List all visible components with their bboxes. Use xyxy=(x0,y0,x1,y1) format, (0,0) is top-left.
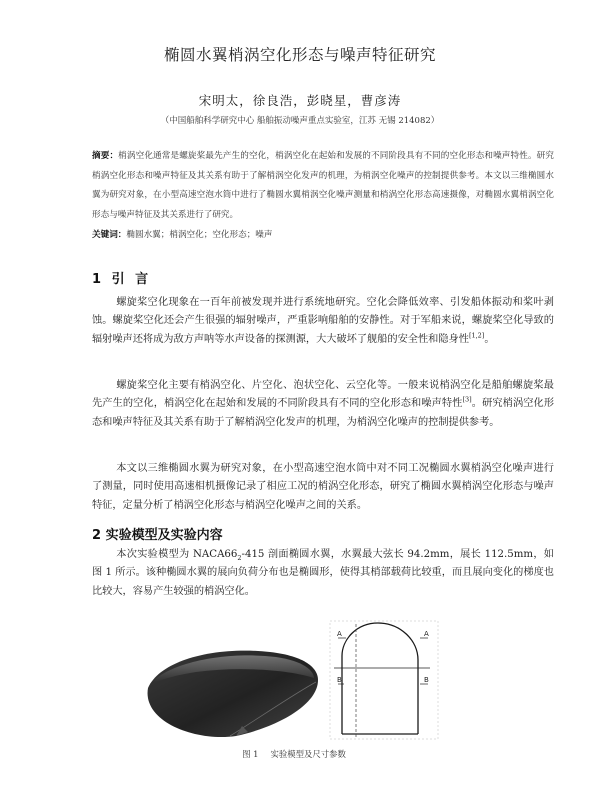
authors: 宋明太，徐良浩，彭晓星，曹彦涛 xyxy=(198,93,402,108)
abstract-label: 摘要： xyxy=(92,151,119,161)
abstract-text: 梢涡空化通常是螺旋桨最先产生的空化，梢涡空化在起始和发展的不同阶段具有不同的空化形态和噪声特性。研究梢涡空化形态和噪声特征及其关系有助于了解梢涡空化发声的机理，为梢涡空化噪声的控制提供参考。本文以三维椭圆水翼为研究对象，在小型高速空泡水筒中进行了椭圆水翼梢涡空化噪声测量和梢涡空化形态高速摄像，对椭圆水翼梢涡空化形态与噪声特征及其关系进行了研究。 xyxy=(92,151,554,220)
section-heading-intro: 1 引 言 xyxy=(92,272,152,287)
section-label-b: B xyxy=(337,676,342,684)
paragraph-intro-2: 螺旋桨空化主要有梢涡空化、片空化、泡状空化、云空化等。一般来说梢涡空化是船舶螺旋桨最先产生的空化，梢涡空化在起始和发展的不同阶段具有不同的空化形态和噪声特性[3]。研究梢涡空化形态和噪声特征及其关系有助于了解梢涡空化发声的机理，为梢涡空化噪声的控制提供参考。 xyxy=(92,380,555,428)
section-label-a: A xyxy=(337,630,342,638)
citation-ref: [1,2] xyxy=(468,331,485,340)
section-label-a: A xyxy=(424,630,429,638)
affiliation: （中国船舶科学研究中心 船舶振动噪声重点实验室，江苏 无锡 214082） xyxy=(160,116,440,126)
paragraph-intro-1: 螺旋桨空化现象在一百年前被发现并进行系统地研究。空化会降低效率、引发船体振动和桨叶剥蚀。螺旋桨空化还会产生很强的辐射噪声，严重影响船舶的安静性。对于军船来说，螺旋桨空化导致的辐射噪声还将成为敌方声呐等水声设备的探测源，大大破坏了舰船的安全性和隐身性[1,2]。 xyxy=(92,297,554,345)
paper-title: 椭圆水翼梢涡空化形态与噪声特征研究 xyxy=(163,46,436,64)
figure-caption: 图 1 实验模型及尺寸参数 xyxy=(242,749,346,759)
hydrofoil-3d-render xyxy=(148,651,318,737)
keywords-text: 椭圆水翼；梢涡空化；空化形态；噪声 xyxy=(126,230,273,240)
paragraph-intro-3: 本文以三维椭圆水翼为研究对象，在小型高速空泡水筒中对不同工况椭圆水翼梢涡空化噪声进行了测量，同时使用高速相机摄像记录了相应工况的梢涡空化形态，研究了椭圆水翼梢涡空化形态与噪声特征，定量分析了梢涡空化形态与梢涡空化噪声之间的关系。 xyxy=(92,463,554,511)
keywords-label: 关键词： xyxy=(92,230,127,240)
citation-ref: [3] xyxy=(462,395,472,404)
paragraph-experiment-1: 本次实验模型为 $NACA66_2-415$ 剖面椭圆水翼，水翼最大弦长 94.2mm，展长 112.5mm，如图 1 所示。该种椭圆水翼的展向负荷分布也是椭圆形，使得其梢部载荷比较重，而且展向变化的梯度也比较大，容易产生较强的梢涡空化。 xyxy=(92,549,554,597)
section-heading-experiment: 2 实验模型及实验内容 xyxy=(92,528,223,543)
planform-diagram xyxy=(330,621,438,739)
section-label-b: B xyxy=(424,676,429,684)
